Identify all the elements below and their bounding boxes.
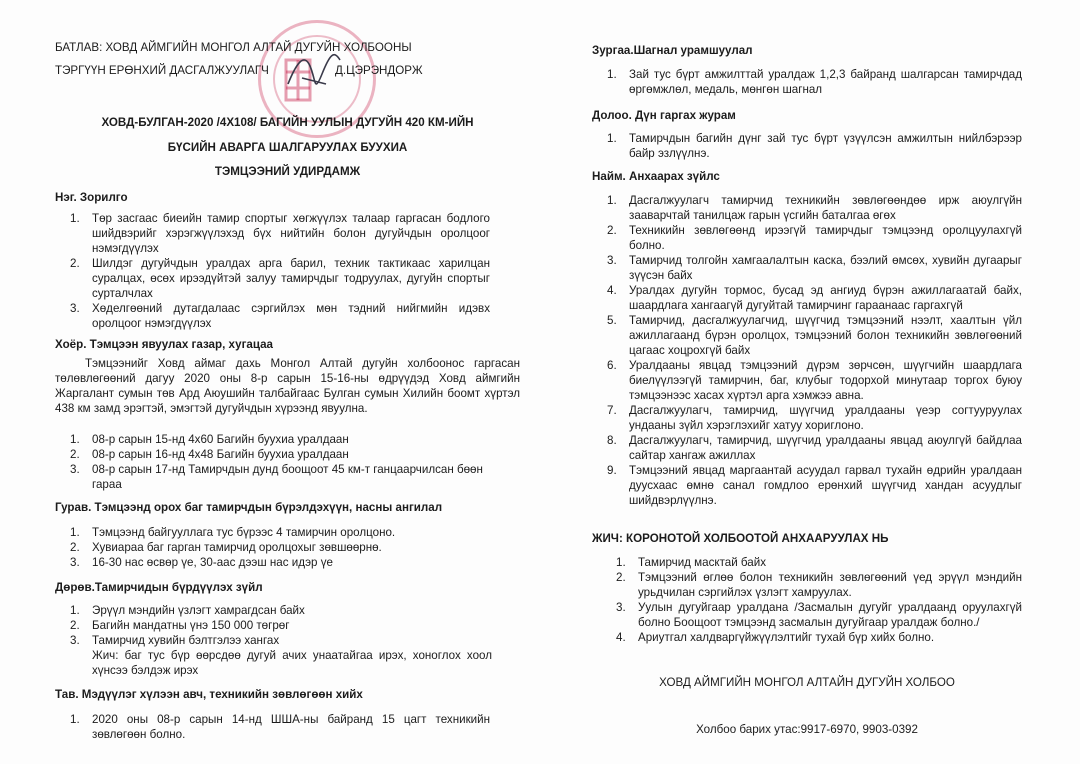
requirements-list xyxy=(70,603,490,648)
approver-name: Д.ЦЭРЭНДОРЖ xyxy=(335,64,423,77)
schedule-list xyxy=(70,432,490,492)
section-heading-covid: ЖИЧ: КОРОНОТОЙ ХОЛБООТОЙ АНХААРУУЛАХ НЬ xyxy=(592,532,889,545)
section-heading-registration: Тав. Мэдүүлэг хүлээн авч, техникийн зөвлөгөөн хийх xyxy=(55,688,363,701)
list-item: Хөделгөөний дутагдалаас сэргийлэх мөн тэдний нийгмийн идэвх оролцоог нэмэгдүүлэх xyxy=(92,302,490,330)
list-item: Зай тус бүрт амжилттай уралдаж 1,2,3 байранд шалгарсан тамирчдад өргөмжлөл, медаль, мөнгөн шагнал xyxy=(629,68,1022,96)
list-item: Тамирчид хувийн бэлтгэлээ хангах xyxy=(92,634,280,647)
list-item: Дасгалжуулагч тамирчид техникийн зөвлөгөөндөө ирж аюулгүйн зааварчтай танилцаж гарын үсгийн баталгаа өгөх xyxy=(629,194,1022,222)
section-heading-composition: Гурав. Тэмцээнд орох баг тамирчдын бүрэлдэхүүн, насны ангилал xyxy=(55,501,443,514)
section-heading-results: Долоо. Дүн гаргах журам xyxy=(592,109,736,122)
section-heading-place-time: Хоёр. Тэмцээн явуулах газар, хугацаа xyxy=(55,338,274,351)
footer-contact: Холбоо барих утас:9917-6970, 9903-0392 xyxy=(696,723,918,736)
section-heading-goal: Нэг. Зорилго xyxy=(55,191,128,204)
list-item: Багийн мандатны үнэ 150 000 төгрөг xyxy=(92,619,290,632)
list-item: Тэмцээний өглөө болон техникийн зөвлөгөөний үед эрүүл мэндийн урьдчилан сэргийлэх үзлэгт хамруулах. xyxy=(638,571,1022,599)
list-item: 08-р сарын 17-нд Тамирчдын дунд боощоот 45 км-т ганцаарчилсан бөөн гараа xyxy=(92,463,483,491)
stamp-logo-icon xyxy=(283,57,313,103)
list-item: Төр засгаас биеийн тамир спортыг хөгжүүлэх талаар гаргасан бодлого шийдвэрийг хэрэгжүүлэхэд бүх нийтийн болон дугуйчдын оролцоог нэмэгдүүлэх xyxy=(92,212,490,255)
attention-list xyxy=(607,193,1022,508)
goal-list xyxy=(70,211,490,331)
place-time-paragraph: Тэмцээнийг Ховд аймаг дахь Монгол Алтай дугуйн холбоонос гаргасан төлөвлөгөөний дагуу 2020 оны 8-р сарын 15-16-ны өдрүүдэд Ховд аймгийн Жаргалант сумын төв Ард Аюушийн талбайгаас Булган сумын Хилийн боомт хүртэл 438 км замд эрэгтэй, эмэгтэй дугуйчдын хүрээнд явуулна. xyxy=(55,357,520,415)
list-item: 08-р сарын 16-нд 4х48 Багийн буухиа уралдаан xyxy=(92,448,349,461)
list-item: Тэмцээнд байгууллага тус бүрээс 4 тамирчин оролцоно. xyxy=(92,526,396,539)
results-list xyxy=(607,131,1022,161)
approval-line-1: БАТЛАВ: ХОВД АЙМГИЙН МОНГОЛ АЛТАЙ ДУГУЙН ХОЛБООНЫ xyxy=(55,41,412,54)
list-item: Техникийн зөвлөгөөнд ирээгүй тамирчдыг тэмцээнд оролцуулахгүй болно. xyxy=(629,224,1022,252)
list-item: Уулын дугуйгаар уралдана /Засмалын дугуйг уралдаанд оруулахгүй болно Боощоот тэмцээнд засмалын дугуйгаар уралдаж болно./ xyxy=(638,601,1022,629)
list-item: Уралдааны явцад тэмцээний дүрэм зөрчсөн, шүүгчийн шаардлага биелүүлээгүй тамирчин, баг, клубыг тодорхой минутаар торгох буюу тэмцээнээс хасах хүртэл арга хэмжээ авна. xyxy=(629,359,1022,402)
requirements-note: Жич: баг тус бүр өөрсдөө дугуй ачих унаатайгаа ирэх, хоноглох хоол хүнсээ бэлдэж ирэх xyxy=(92,649,492,677)
list-item: Дасгалжуулагч, тамирчид, шүүгчид уралдааны явцад аюулгүй байдлаа сайтар хангаж ажиллах xyxy=(629,434,1022,462)
list-item: Ариутгал халдваргүйжүүлэлтийг тухай бүр хийх болно. xyxy=(638,631,935,644)
list-item: Хувиараа баг гарган тамирчид оролцохыг зөвшөөрнө. xyxy=(92,541,382,554)
composition-list xyxy=(70,525,490,570)
list-item: Тамирчид масктай байх xyxy=(638,556,766,569)
approval-line-2: ТЭРГҮҮН ЕРӨНХИЙ ДАСГАЛЖУУЛАГЧ xyxy=(55,64,269,77)
list-item: Тамирчдын багийн дүнг зай тус бүрт үзүүлсэн амжилтын нийлбэрээр байр эзлүүлнэ. xyxy=(629,132,1022,160)
list-item: Тамирчид, дасгалжуулагчид, шүүгчид тэмцээний нээлт, хаалтын үйл ажиллагаанд бүрэн оролцох, тэмцээний болон техникийн зөвлөгөөний цагаас хоцрохгүй байх xyxy=(629,314,1022,357)
list-item: 16-30 нас өсвөр үе, 30-аас дээш нас идэр үе xyxy=(92,556,333,569)
list-item: Шилдэг дугуйчдын уралдах арга барил, техник тактикаас харилцан суралцах, өсөх ирээдүйтэй залуу тамирчдыг тодруулах, дугуйн спортыг сурталчлах xyxy=(92,257,490,300)
awards-list xyxy=(607,67,1022,97)
list-item: Тамирчид толгойн хамгаалалтын каска, бээлий өмсөх, хувийн дугаарыг зүүсэн байх xyxy=(629,254,1022,282)
doc-title-line-1: ХОВД-БУЛГАН-2020 /4X108/ БАГИЙН УУЛЫН ДУГУЙН 420 КМ-ИЙН xyxy=(101,116,474,129)
section-heading-awards: Зургаа.Шагнал урамшуулал xyxy=(592,44,753,57)
list-item: 2020 оны 08-р сарын 14-нд ШША-ны байранд 15 цагт техникийн зөвлөгөөн болно. xyxy=(92,713,490,741)
list-item: 08-р сарын 15-нд 4х60 Багийн буухиа уралдаан xyxy=(92,433,349,446)
doc-title-line-3: ТЭМЦЭЭНИЙ УДИРДАМЖ xyxy=(214,165,361,178)
list-item: Эрүүл мэндийн үзлэгт хамрагдсан байх xyxy=(92,604,305,617)
covid-list xyxy=(616,555,1022,645)
footer-org: ХОВД АЙМГИЙН МОНГОЛ АЛТАЙН ДУГУЙН ХОЛБОО xyxy=(659,676,955,689)
list-item: Тэмцээний явцад маргаантай асуудал гарвал тухайн өдрийн уралдаан дуусхаас өмнө санал гомдлоо ерөнхий шүүгчид хандан асуудлыг шийдвэрлүүлнэ. xyxy=(629,464,1022,507)
doc-title-line-2: БҮСИЙН АВАРГА ШАЛГАРУУЛАХ БУУХИА xyxy=(167,141,408,154)
list-item: Уралдах дугуйн тормос, бусад эд ангиуд бүрэн ажиллагаатай байх, шаардлага хангаагүй дугуйтай тамирчинг гараанаас гаргахгүй xyxy=(629,284,1022,312)
registration-list xyxy=(70,712,490,742)
list-item: Дасгалжуулагч, тамирчид, шүүгчид уралдааны үеэр согтууруулах ундааны зүйл хэрэглэхийг хатуу хориглоно. xyxy=(629,404,1022,432)
section-heading-requirements: Дөрөв.Тамирчидын бүрдүүлэх зүйл xyxy=(55,581,263,594)
section-heading-attention: Найм. Анхаарах зүйлс xyxy=(592,170,720,183)
